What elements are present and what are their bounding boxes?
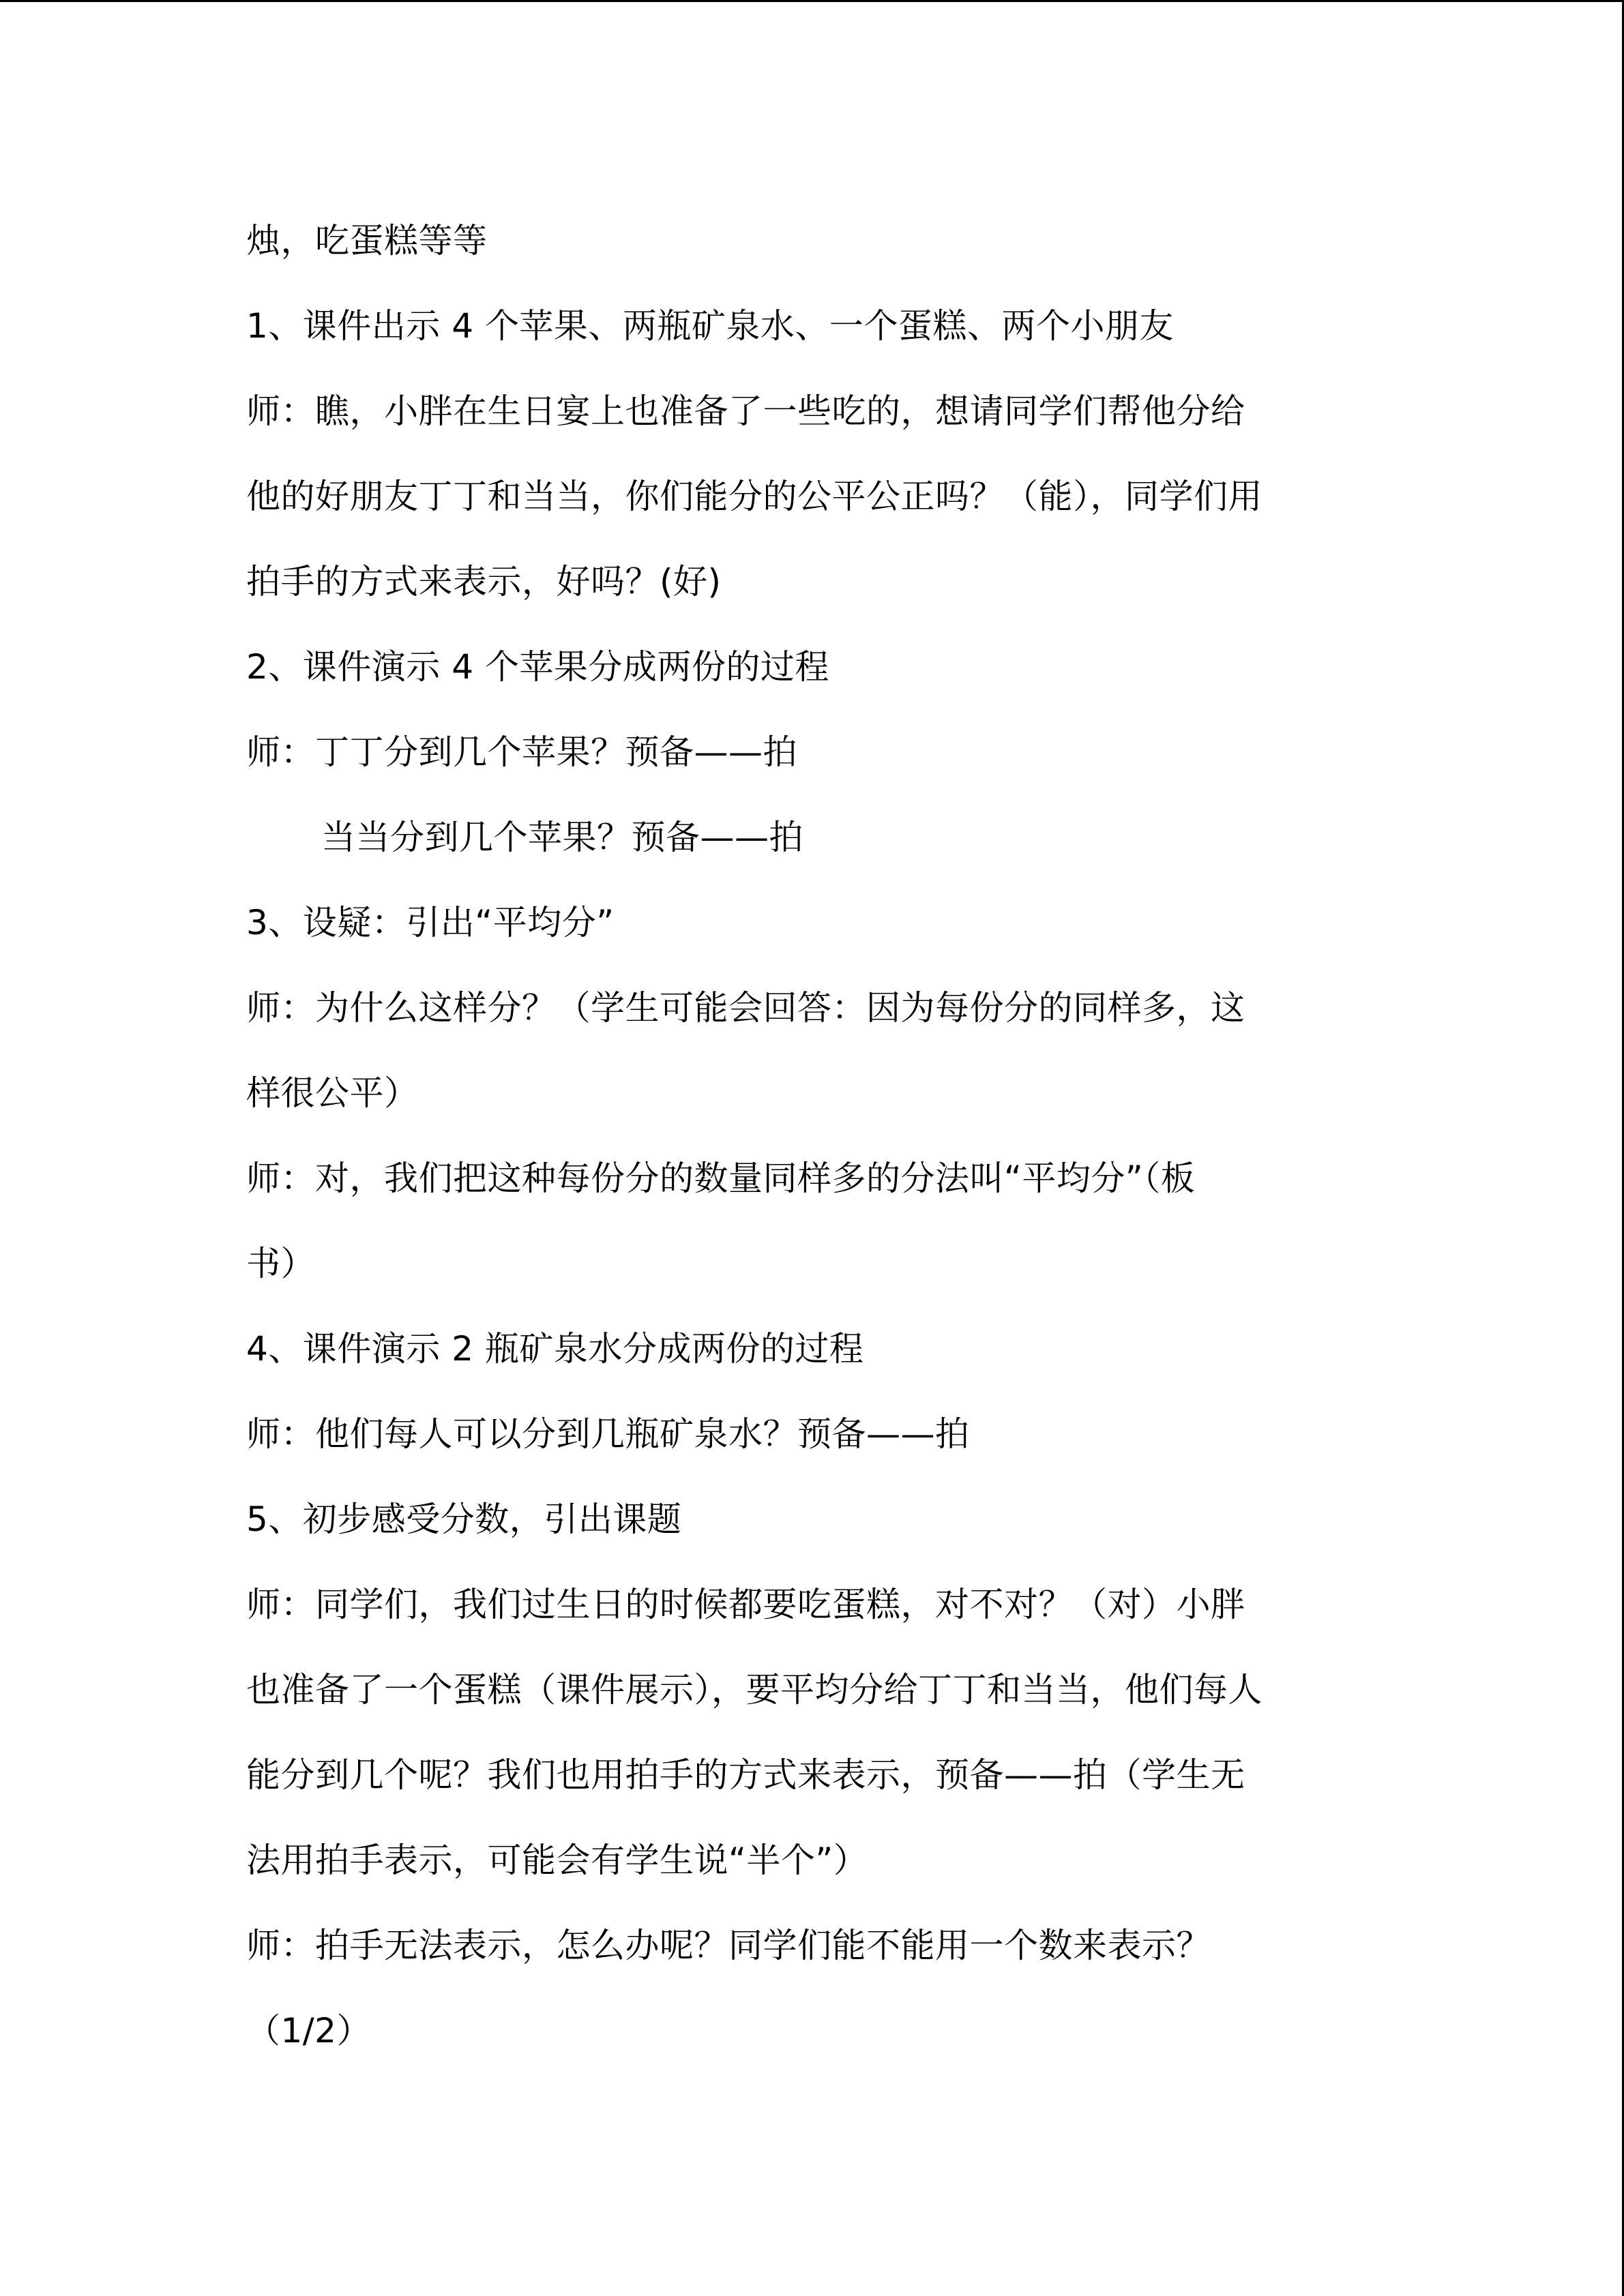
text-line: 烛，吃蛋糕等等	[246, 221, 488, 260]
text-line: 拍手的方式来表示，好吗？(好)	[246, 562, 722, 601]
text-line: 他的好朋友丁丁和当当，你们能分的公平公正吗？（能），同学们用	[246, 477, 1263, 516]
text-line: 能分到几个呢？我们也用拍手的方式来表示，预备——拍（学生无	[246, 1755, 1245, 1795]
text-line: （1/2）	[246, 2011, 371, 2051]
text-line: 师：拍手无法表示，怎么办呢？同学们能不能用一个数来表示？	[246, 1926, 1211, 1965]
text-line: 师：对，我们把这种每份分的数量同样多的分法叫“平均分”（板	[246, 1159, 1196, 1198]
text-line: 师：他们每人可以分到几瓶矿泉水？预备——拍	[246, 1414, 970, 1454]
text-line: 师：同学们，我们过生日的时候都要吃蛋糕，对不对？（对）小胖	[246, 1585, 1245, 1624]
text-line: 也准备了一个蛋糕（课件展示），要平均分给丁丁和当当，他们每人	[246, 1670, 1263, 1710]
text-line: 当当分到几个苹果？预备——拍	[321, 818, 803, 857]
text-line: 师：为什么这样分？（学生可能会回答：因为每份分的同样多，这	[246, 988, 1245, 1028]
text-line: 3、设疑：引出“平均分”	[246, 903, 615, 942]
text-line: 4、课件演示 2 瓶矿泉水分成两份的过程	[246, 1329, 864, 1369]
text-line: 师：丁丁分到几个苹果？预备——拍	[246, 732, 797, 772]
text-line: 法用拍手表示，可能会有学生说“半个”）	[246, 1840, 868, 1880]
text-line: 2、课件演示 4 个苹果分成两份的过程	[246, 647, 829, 687]
text-line: 师：瞧，小胖在生日宴上也准备了一些吃的，想请同学们帮他分给	[246, 391, 1245, 431]
text-line: 书）	[246, 1244, 315, 1283]
text-line: 1、课件出示 4 个苹果、两瓶矿泉水、一个蛋糕、两个小朋友	[246, 306, 1174, 346]
text-line: 样很公平）	[246, 1073, 419, 1113]
text-line: 5、初步感受分数，引出课题	[246, 1500, 682, 1539]
